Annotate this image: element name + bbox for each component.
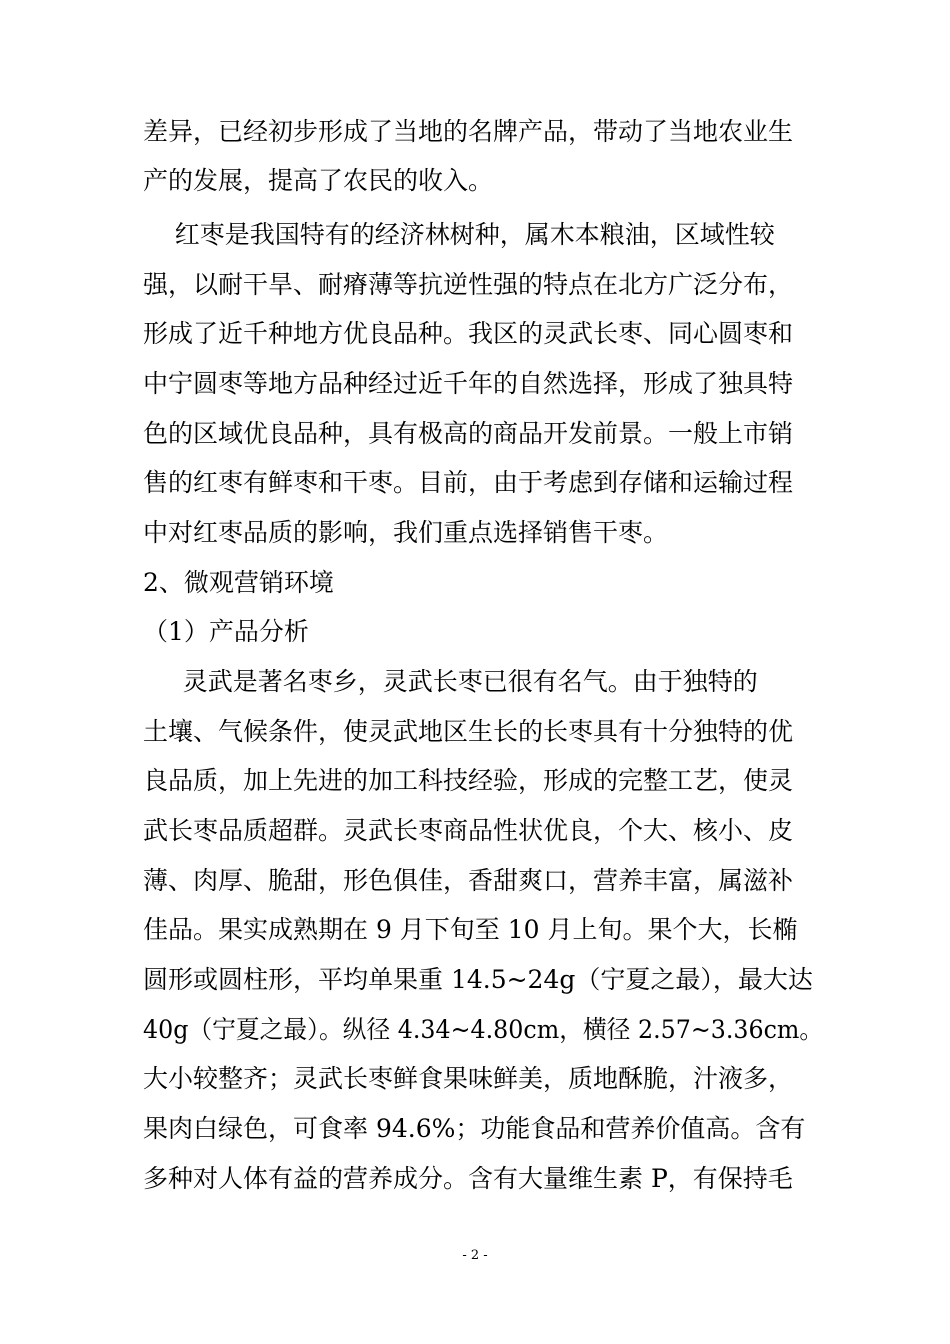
subsection-heading: （1）产品分析 [143,617,309,646]
text-line: 薄、肉厚、脆甜，形色俱佳，香甜爽口，营养丰富，属滋补 [143,866,794,895]
text-line: 售的红枣有鲜枣和干枣。目前，由于考虑到存储和运输过程 [143,468,794,497]
text-line: 红枣是我国特有的经济林树种，属木本粮油，区域性较 [143,220,775,249]
text-line: 圆形或圆柱形，平均单果重 14.5~24g（宁夏之最），最大达 [143,965,813,994]
text-line: 多种对人体有益的营养成分。含有大量维生素 P，有保持毛 [143,1164,793,1193]
text-line: 色的区域优良品种，具有极高的商品开发前景。一般上市销 [143,419,794,448]
text-line: 果肉白绿色，可食率 94.6%；功能食品和营养价值高。含有 [143,1114,806,1143]
text-line: 产的发展，提高了农民的收入。 [143,166,494,195]
text-line: 40g（宁夏之最）。纵径 4.34~4.80cm，横径 2.57~3.36cm。 [143,1015,824,1044]
text-line: 佳品。果实成熟期在 9 月下旬至 10 月上旬。果个大，长椭 [143,915,798,944]
text-line: 中宁圆枣等地方品种经过近千年的自然选择，形成了独具特 [143,369,794,398]
text-line: 大小较整齐；灵武长枣鲜食果味鲜美，质地酥脆，汁液多， [143,1064,794,1093]
section-heading: 2、微观营销环境 [143,568,334,597]
text-line: 差异，已经初步形成了当地的名牌产品，带动了当地农业生 [143,117,794,146]
text-line: 灵武是著名枣乡，灵武长枣已很有名气。由于独特的 [143,667,758,696]
text-line: 武长枣品质超群。灵武长枣商品性状优良，个大、核小、皮 [143,816,794,845]
text-line: 良品质，加上先进的加工科技经验，形成的完整工艺，使灵 [143,766,794,795]
text-line: 强，以耐干旱、耐瘠薄等抗逆性强的特点在北方广泛分布， [143,270,794,299]
page-number: - 2 - [462,1248,488,1263]
text-line: 形成了近千种地方优良品种。我区的灵武长枣、同心圆枣和 [143,319,794,348]
text-line: 中对红枣品质的影响，我们重点选择销售干枣。 [143,518,669,547]
text-line: 土壤、气候条件，使灵武地区生长的长枣具有十分独特的优 [143,717,794,746]
